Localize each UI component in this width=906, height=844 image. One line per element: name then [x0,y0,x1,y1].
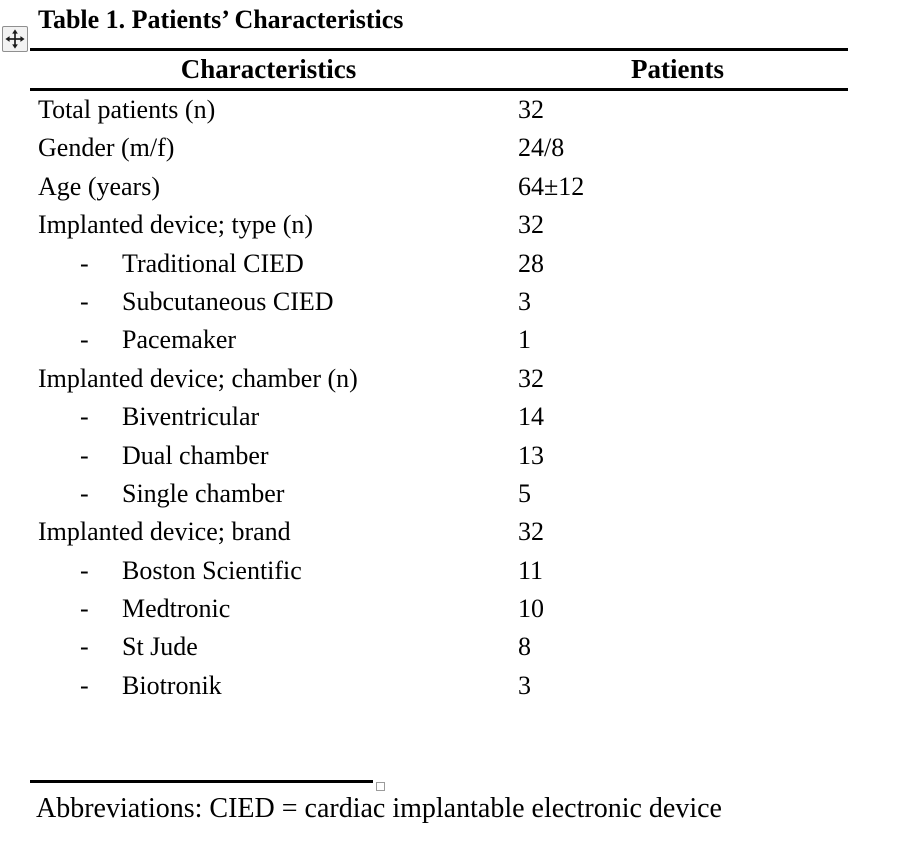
table-row [30,206,848,244]
row-label: Total patients (n) [38,95,216,124]
table-row [30,667,848,705]
row-value: 24/8 [518,133,565,163]
table-row [30,590,848,628]
list-dash: - [80,440,89,470]
footnote-separator-rule [30,780,373,783]
row-label: Implanted device; brand [38,517,291,547]
table-row [30,360,848,398]
row-label: Single chamber [122,478,285,508]
row-value: 32 [518,210,544,240]
abbreviations-footnote: Abbreviations: CIED = cardiac implantable electronic device [36,793,722,824]
row-label: Gender (m/f) [38,133,175,163]
list-dash: - [80,402,89,432]
list-dash: - [80,325,89,355]
list-dash: - [80,632,89,662]
row-label: Implanted device; chamber (n) [38,363,358,393]
move-arrow-icon [5,29,25,49]
row-label: Subcutaneous CIED [122,286,334,316]
header-characteristics: Characteristics [180,54,357,84]
list-dash: - [80,478,89,508]
list-dash: - [80,555,89,585]
table-row [30,168,848,206]
list-dash: - [80,248,89,278]
table-rows [30,91,848,705]
row-value: 3 [518,670,531,700]
row-label: Pacemaker [122,325,237,355]
row-value: 10 [518,594,544,624]
row-label: Traditional CIED [122,248,304,278]
table-row [30,283,848,321]
table-move-handle[interactable] [2,26,28,52]
row-value: 64±12 [518,171,585,201]
table-row [30,513,848,551]
table-row [30,437,848,475]
table-row [30,321,848,359]
row-value: 5 [518,478,531,508]
row-label: Biventricular [122,402,260,432]
table-row [30,552,848,590]
table-title: Table 1. Patients’ Characteristics [38,5,404,34]
row-label: Implanted device; type (n) [38,210,314,240]
row-value: 32 [518,95,544,124]
row-label: Biotronik [122,670,222,700]
row-value: 8 [518,632,531,662]
table-header-row [30,51,848,88]
row-label: St Jude [122,632,198,662]
table-row [30,475,848,513]
table-row [30,245,848,283]
list-dash: - [80,670,89,700]
row-value: 32 [518,363,544,393]
row-value: 28 [518,248,544,278]
row-value: 14 [518,402,544,432]
table-row [30,398,848,436]
list-dash: - [80,594,89,624]
row-label: Boston Scientific [122,555,302,585]
row-value: 32 [518,517,544,547]
table-row [30,91,848,129]
row-value: 3 [518,286,531,316]
table-row [30,129,848,167]
row-value: 13 [518,440,544,470]
table-row [30,628,848,666]
row-label: Medtronic [122,594,231,624]
list-dash: - [80,286,89,316]
header-patients: Patients [631,54,724,84]
row-value: 1 [518,325,531,355]
row-value: 11 [518,555,544,585]
row-label: Age (years) [38,171,160,201]
row-label: Dual chamber [122,440,269,470]
